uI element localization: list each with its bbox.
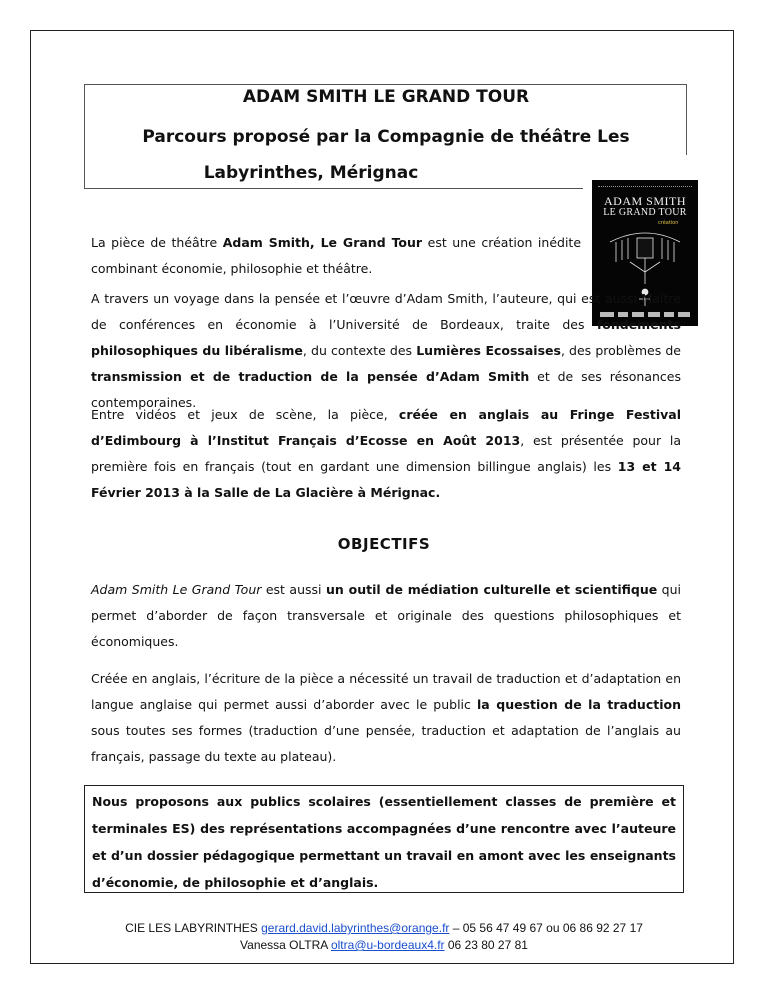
- company-name: CIE LES LABYRINTHES: [125, 921, 262, 935]
- footer-line-2: [0, 937, 768, 954]
- poster-title-line2: LE GRAND TOUR: [603, 207, 687, 218]
- email-link-gerard[interactable]: gerard.david.labyrinthes@orange.fr: [261, 921, 450, 935]
- contact-phone: 06 23 80 27 81: [444, 938, 528, 952]
- contact-footer: [0, 920, 768, 954]
- objectives-heading: OBJECTIFS: [337, 535, 431, 553]
- footer-line-1: [0, 920, 768, 937]
- objectives-paragraph-1: Adam Smith Le Grand Tour est aussi un outil de médiation culturelle et scientifique qui permet d’aborder de façon transversale et originale des questions philosophiques et économiques.: [91, 582, 681, 649]
- document-subtitle-line2: Labyrinthes, Mérignac: [203, 163, 419, 183]
- school-offer-box: [84, 785, 684, 893]
- intro-paragraph-3: Entre vidéos et jeux de scène, la pièce, créée en anglais au Fringe Festival d’Edimbourg à l’Institut Français d’Ecosse en Août 2013, est présentée pour la première fois en français (tout en gardant une dimension billingue anglais) les 13 et 14 Février 2013 à la Salle de La Glacière à Mérignac.: [91, 407, 682, 500]
- intro-paragraph-1: La pièce de théâtre Adam Smith, Le Grand Tour est une création inédite combinant économie, philosophie et théâtre.: [91, 235, 582, 276]
- poster-tag: création: [658, 220, 679, 226]
- email-link-oltra[interactable]: oltra@u-bordeaux4.fr: [330, 938, 445, 952]
- contact-name: Vanessa OLTRA: [240, 938, 331, 952]
- document-title: ADAM SMITH LE GRAND TOUR: [242, 87, 530, 107]
- title-box: [84, 84, 687, 189]
- objectives-paragraph-2: Créée en anglais, l’écriture de la pièce a nécessité un travail de traduction et d’adaptation en langue anglaise qui permet aussi d’aborder avec le public la question de la traduction sous toutes ses formes (traduction d’une pensée, traduction et adaptation de l’anglais au français, passage du texte au plateau).: [91, 671, 681, 764]
- company-phones: – 05 56 47 49 67 ou 06 86 92 27 17: [449, 921, 643, 935]
- school-offer-text: Nous proposons aux publics scolaires (essentiellement classes de première et terminales ES) des représentations accompagnées d’une rencontre avec l’auteure et d’un dossier pédagogique permettant un travail en amont avec les enseignants d’économie, de philosophie et d’anglais.: [92, 794, 676, 890]
- intro-paragraph-2: A travers un voyage dans la pensée et l’œuvre d’Adam Smith, l’auteure, qui est aussi Maître de conférences en économie à l’Université de Bordeaux, traite des fondements philosophiques du libéralisme, du contexte des Lumières Ecossaises, des problèmes de transmission et de traduction de la pensée d’Adam Smith et de ses résonances contemporaines.: [91, 291, 682, 410]
- poster-title-line1: ADAM SMITH: [603, 194, 686, 208]
- document-subtitle-line1: Parcours proposé par la Compagnie de théâtre Les: [142, 127, 630, 147]
